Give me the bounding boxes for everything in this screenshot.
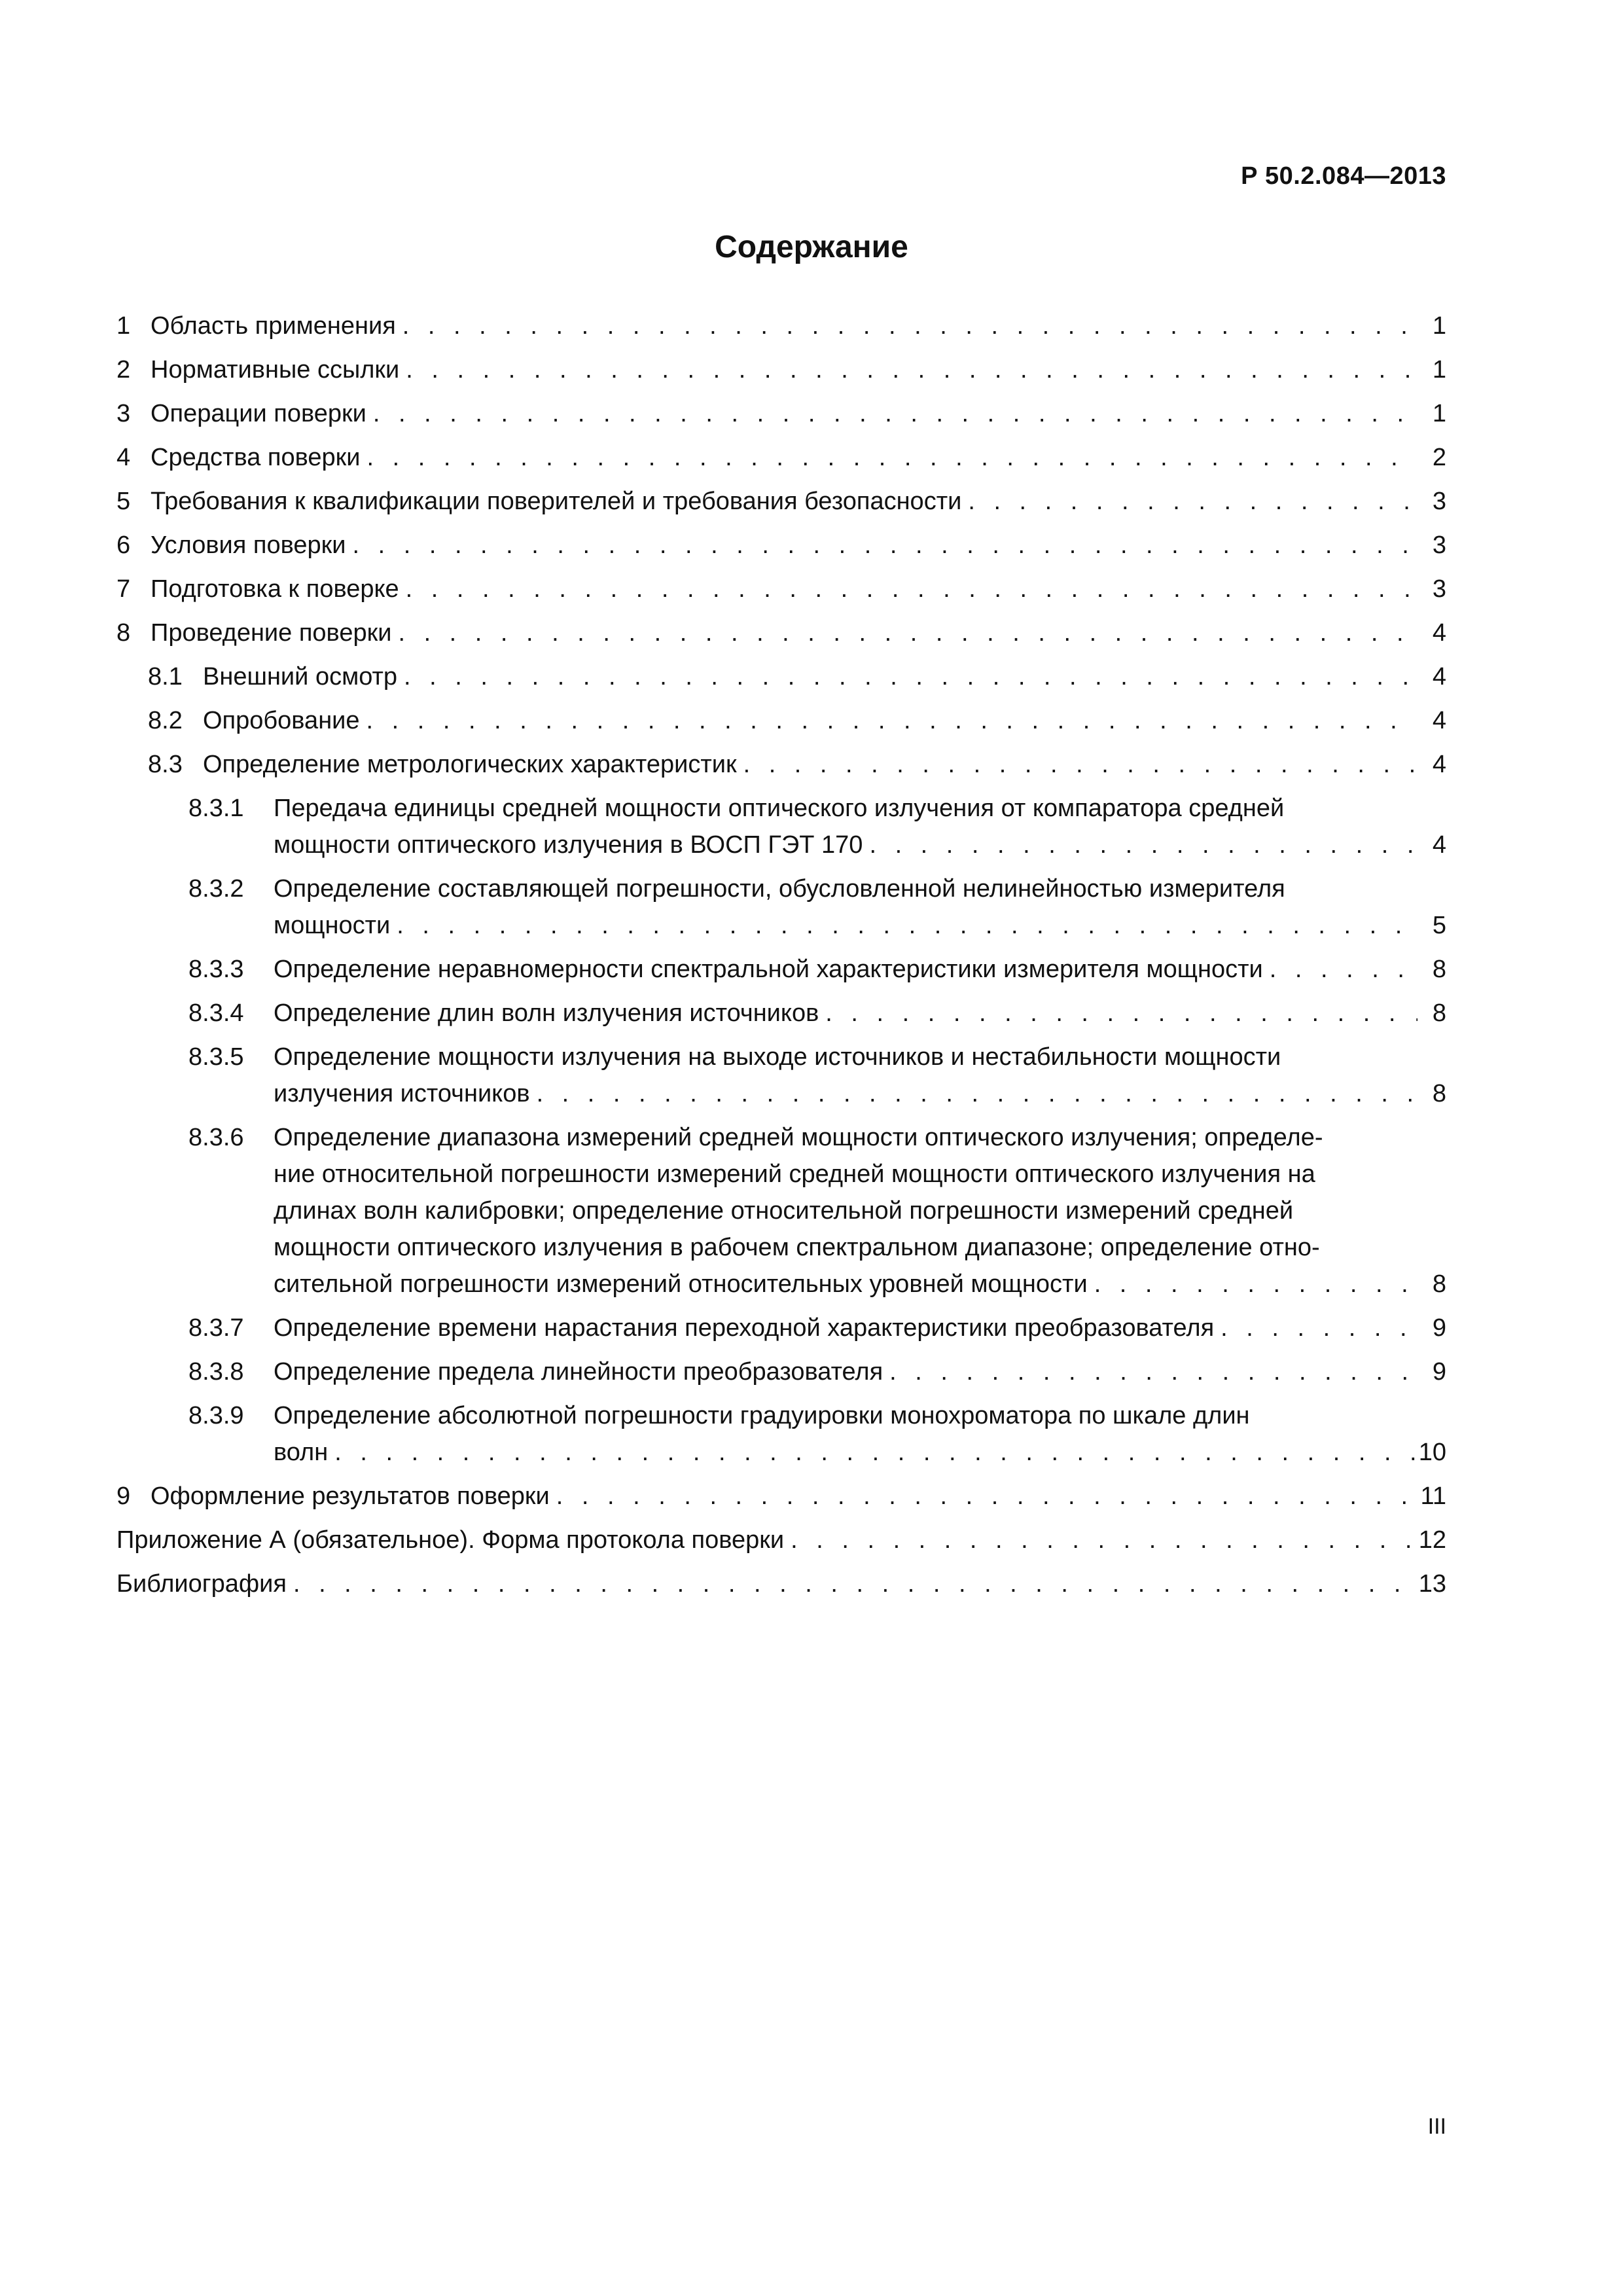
dot-leader <box>334 1434 1416 1471</box>
toc-entry-page: 8 <box>1432 999 1446 1027</box>
dot-leader <box>373 395 1418 432</box>
toc-entry-title: Внешний осмотр <box>203 663 398 691</box>
toc-entry[interactable] <box>116 483 1446 520</box>
toc-entry-number: 8.3.6 <box>188 1124 244 1151</box>
toc-entry-page: 4 <box>1432 663 1446 691</box>
toc-entry[interactable] <box>116 658 1446 695</box>
toc-entry-number: 8.3 <box>148 751 183 778</box>
toc-entry[interactable] <box>116 995 1446 1031</box>
toc-entry-title: Оформление результатов поверки <box>151 1482 550 1510</box>
toc-entry-page: 3 <box>1432 488 1446 515</box>
dot-leader <box>869 827 1418 863</box>
toc-entry-number: 8.3.4 <box>188 999 244 1027</box>
table-of-contents <box>116 308 1446 1609</box>
toc-entry-page: 3 <box>1432 575 1446 603</box>
toc-entry[interactable] <box>116 308 1446 344</box>
page-number: III <box>1427 2114 1446 2139</box>
toc-entry-page: 8 <box>1432 956 1446 983</box>
toc-entry[interactable] <box>116 1397 1446 1471</box>
toc-entry-title: Приложение А (обязательное). Форма протокола поверки <box>116 1526 785 1554</box>
toc-entry-number: 8.1 <box>148 663 183 691</box>
toc-entry-number: 8.3.9 <box>188 1402 244 1429</box>
toc-entry-title: Определение предела линейности преобразователя <box>274 1358 883 1386</box>
toc-entry[interactable] <box>116 951 1446 988</box>
dot-leader <box>556 1478 1418 1515</box>
toc-entry-title: Передача единицы средней мощности оптического излучения от компаратора средней <box>274 795 1285 822</box>
toc-entry-number: 8.3.1 <box>188 795 244 822</box>
dot-leader <box>825 995 1418 1031</box>
toc-entry-page: 13 <box>1418 1570 1446 1598</box>
toc-entry[interactable] <box>116 790 1446 863</box>
toc-entry[interactable] <box>116 702 1446 739</box>
toc-entry-number: 8.3.8 <box>188 1358 244 1386</box>
toc-entry-title: Определение составляющей погрешности, обусловленной нелинейностью измерителя <box>274 875 1285 903</box>
toc-entry-number: 4 <box>116 444 131 471</box>
toc-entry[interactable] <box>116 1039 1446 1112</box>
toc-entry-title: длинах волн калибровки; определение относительной погрешности измерений средней <box>274 1197 1294 1225</box>
toc-entry-title: Определение метрологических характеристик <box>203 751 737 778</box>
dot-leader <box>1270 951 1418 988</box>
toc-entry-title: Требования к квалификации поверителей и требования безопасности <box>151 488 962 515</box>
toc-entry-title: сительной погрешности измерений относительных уровней мощности <box>274 1270 1088 1298</box>
dot-leader <box>791 1522 1416 1558</box>
toc-entry-page: 10 <box>1418 1439 1446 1466</box>
toc-entry-number: 8 <box>116 619 131 647</box>
toc-entry-page: 5 <box>1432 912 1446 939</box>
toc-entry[interactable] <box>116 746 1446 783</box>
dot-leader <box>406 571 1418 607</box>
toc-entry-page: 9 <box>1432 1358 1446 1386</box>
dot-leader <box>404 658 1418 695</box>
toc-entry-title: Подготовка к поверке <box>151 575 399 603</box>
toc-entry-number: 3 <box>116 400 131 427</box>
toc-entry-number: 7 <box>116 575 131 603</box>
toc-entry-title: Определение диапазона измерений средней мощности оптического излучения; определе- <box>274 1124 1323 1151</box>
toc-entry-number: 1 <box>116 312 131 340</box>
toc-entry[interactable] <box>116 351 1446 388</box>
dot-leader <box>398 615 1418 651</box>
toc-entry-number: 5 <box>116 488 131 515</box>
toc-entry[interactable] <box>116 439 1446 476</box>
dot-leader <box>293 1566 1416 1602</box>
toc-entry-number: 8.3.2 <box>188 875 244 903</box>
toc-entry-page: 3 <box>1432 531 1446 559</box>
toc-entry-page: 2 <box>1432 444 1446 471</box>
toc-entry-page: 1 <box>1432 400 1446 427</box>
toc-entry-title: Определение неравномерности спектральной характеристики измерителя мощности <box>274 956 1263 983</box>
dot-leader <box>537 1075 1418 1112</box>
toc-entry[interactable] <box>116 1354 1446 1390</box>
toc-entry-title: мощности <box>274 912 391 939</box>
toc-entry-number: 6 <box>116 531 131 559</box>
toc-entry-title: Область применения <box>151 312 396 340</box>
toc-entry-page: 8 <box>1432 1080 1446 1107</box>
toc-entry-page: 1 <box>1432 356 1446 384</box>
dot-leader <box>743 746 1418 783</box>
toc-entry-page: 8 <box>1432 1270 1446 1298</box>
toc-entry-title: излучения источников <box>274 1080 530 1107</box>
toc-entry-title: Определение абсолютной погрешности градуировки монохроматора по шкале длин <box>274 1402 1250 1429</box>
dot-leader <box>889 1354 1418 1390</box>
toc-entry-page: 4 <box>1432 831 1446 859</box>
toc-entry-title: мощности оптического излучения в рабочем спектральном диапазоне; определение отно- <box>274 1234 1320 1261</box>
toc-entry-title: ние относительной погрешности измерений средней мощности оптического излучения на <box>274 1160 1315 1188</box>
dot-leader <box>352 527 1418 564</box>
toc-entry-number: 2 <box>116 356 131 384</box>
toc-entry-page: 9 <box>1432 1314 1446 1342</box>
page-title: Содержание <box>715 230 908 264</box>
dot-leader <box>402 308 1418 344</box>
toc-entry[interactable] <box>116 1478 1446 1515</box>
toc-entry[interactable] <box>116 1522 1446 1558</box>
toc-entry[interactable] <box>116 1119 1446 1302</box>
dot-leader <box>1094 1266 1418 1302</box>
toc-entry[interactable] <box>116 1310 1446 1346</box>
toc-entry-number: 8.3.3 <box>188 956 244 983</box>
toc-entry-title: Определение времени нарастания переходной характеристики преобразователя <box>274 1314 1215 1342</box>
toc-entry[interactable] <box>116 571 1446 607</box>
toc-entry-number: 8.3.5 <box>188 1043 244 1071</box>
dot-leader <box>968 483 1418 520</box>
toc-entry-page: 1 <box>1432 312 1446 340</box>
toc-entry[interactable] <box>116 527 1446 564</box>
toc-entry-title: Опробование <box>203 707 360 734</box>
toc-entry[interactable] <box>116 395 1446 432</box>
toc-entry-title: Определение длин волн излучения источников <box>274 999 819 1027</box>
dot-leader <box>397 907 1418 944</box>
dot-leader <box>406 351 1418 388</box>
toc-entry-page: 4 <box>1432 707 1446 734</box>
document-code: Р 50.2.084—2013 <box>1241 162 1446 190</box>
toc-entry[interactable] <box>116 870 1446 944</box>
toc-entry-title: Средства поверки <box>151 444 361 471</box>
toc-entry-title: Проведение поверки <box>151 619 392 647</box>
toc-entry-title: Операции поверки <box>151 400 366 427</box>
toc-entry-title: Условия поверки <box>151 531 346 559</box>
toc-entry-page: 4 <box>1432 751 1446 778</box>
toc-entry-title: мощности оптического излучения в ВОСП ГЭТ 170 <box>274 831 863 859</box>
dot-leader <box>366 702 1418 739</box>
toc-entry-number: 9 <box>116 1482 131 1510</box>
toc-entry[interactable] <box>116 1566 1446 1602</box>
toc-entry-number: 8.3.7 <box>188 1314 244 1342</box>
toc-entry-number: 8.2 <box>148 707 183 734</box>
toc-entry-page: 12 <box>1418 1526 1446 1554</box>
dot-leader <box>1221 1310 1418 1346</box>
dot-leader <box>367 439 1418 476</box>
toc-entry-title: Определение мощности излучения на выходе источников и нестабильности мощности <box>274 1043 1281 1071</box>
toc-entry-page: 4 <box>1432 619 1446 647</box>
toc-entry-title: Нормативные ссылки <box>151 356 400 384</box>
toc-entry-title: волн <box>274 1439 329 1466</box>
toc-entry[interactable] <box>116 615 1446 651</box>
toc-entry-title: Библиография <box>116 1570 287 1598</box>
toc-entry-page: 11 <box>1420 1482 1446 1510</box>
